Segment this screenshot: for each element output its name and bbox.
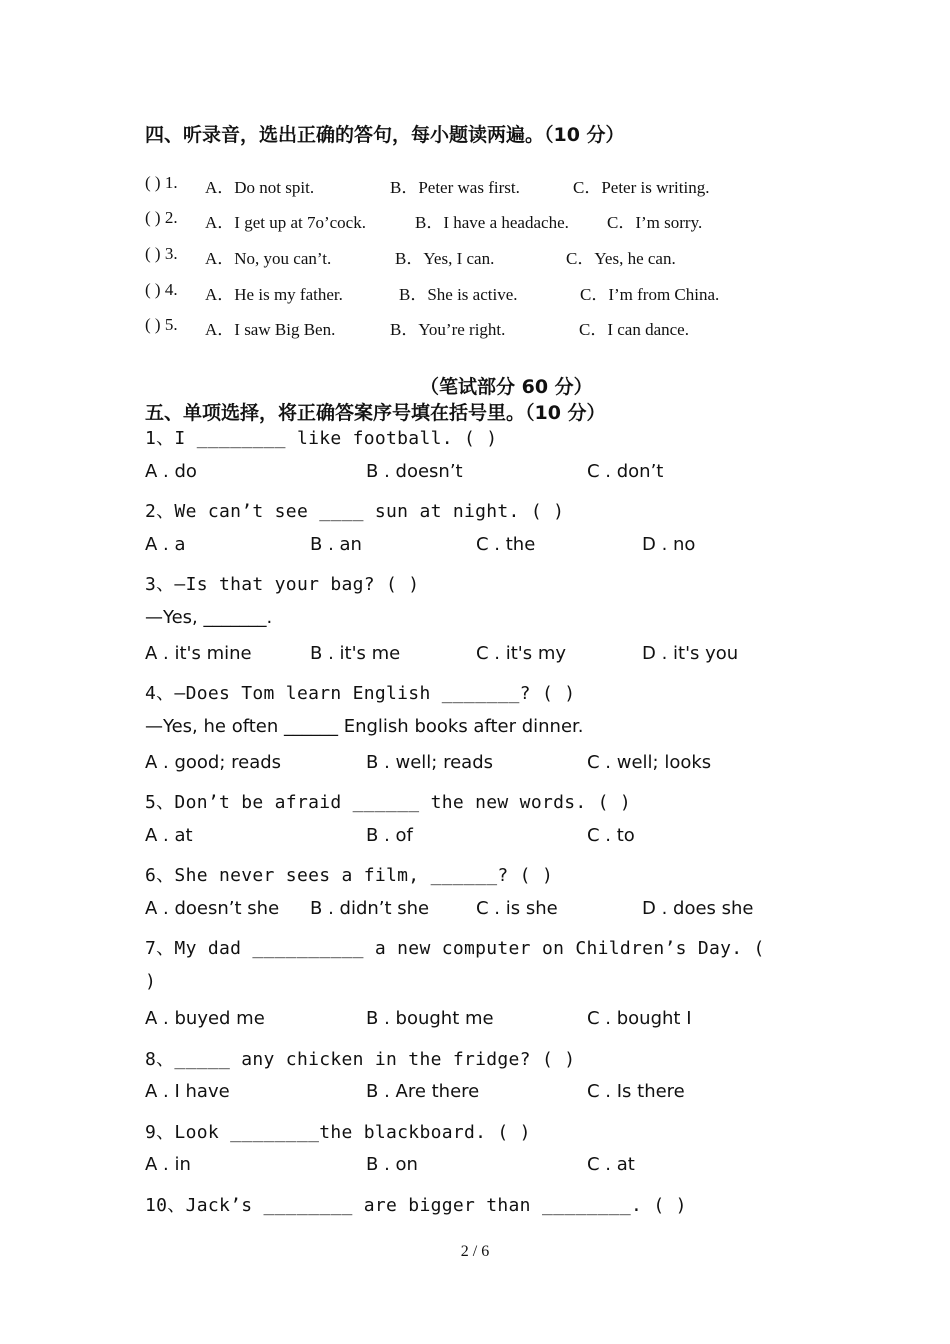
option-a: A . doesn’t she bbox=[145, 898, 280, 919]
page-number: 2 / 6 bbox=[460, 1243, 490, 1260]
option-b: B . bought me bbox=[366, 1008, 494, 1029]
option-d: D . it's you bbox=[642, 643, 739, 664]
option-c: C．I’m from China. bbox=[580, 285, 720, 304]
question-4: 4、—Does Tom learn English _______? ( ) bbox=[145, 683, 576, 704]
item-number: ( ) 5. bbox=[145, 315, 178, 334]
question-8-options bbox=[145, 1081, 845, 1105]
option-c: C . don’t bbox=[587, 461, 664, 482]
option-a: A . I have bbox=[145, 1081, 230, 1102]
option-b: B．Yes, I can. bbox=[395, 249, 495, 268]
option-c: C．Peter is writing. bbox=[573, 178, 710, 197]
item-number: ( ) 3. bbox=[145, 244, 178, 263]
question-8: 8、_____ any chicken in the fridge? ( ) bbox=[145, 1049, 576, 1070]
question-6: 6、She never sees a film, ______? ( ) bbox=[145, 865, 554, 886]
option-b: B . of bbox=[366, 825, 413, 846]
option-a: A . in bbox=[145, 1154, 191, 1175]
option-a: A．I get up at 7o’cock. bbox=[205, 213, 366, 232]
question-5: 5、Don’t be afraid ______ the new words. ( ) bbox=[145, 792, 632, 813]
question-9-options bbox=[145, 1154, 845, 1178]
option-b: B . it's me bbox=[310, 643, 401, 664]
option-b: B．I have a headache. bbox=[415, 213, 569, 232]
option-c: C . Is there bbox=[587, 1081, 685, 1102]
question-3-response: —Yes, _______. bbox=[145, 607, 273, 628]
option-a: A . at bbox=[145, 825, 193, 846]
option-c: C . the bbox=[476, 534, 536, 555]
option-b: B．Peter was first. bbox=[390, 178, 520, 197]
option-a: A . a bbox=[145, 534, 186, 555]
option-c: C．Yes, he can. bbox=[566, 249, 676, 268]
option-a: A . good; reads bbox=[145, 752, 282, 773]
option-b: B . well; reads bbox=[366, 752, 494, 773]
option-a: A . do bbox=[145, 461, 197, 482]
section-5-heading: 五、单项选择，将正确答案序号填在括号里。（10 分） bbox=[145, 402, 606, 424]
option-a: A．No, you can’t. bbox=[205, 249, 332, 268]
question-9: 9、Look ________the blackboard. ( ) bbox=[145, 1122, 531, 1143]
option-b: B . on bbox=[366, 1154, 418, 1175]
option-d: D . no bbox=[642, 534, 696, 555]
item-number: ( ) 1. bbox=[145, 173, 178, 192]
option-a: A．He is my father. bbox=[205, 285, 343, 304]
question-6-options bbox=[145, 898, 845, 922]
option-c: C . to bbox=[587, 825, 635, 846]
option-b: B . Are there bbox=[366, 1081, 480, 1102]
question-7-options bbox=[145, 1008, 845, 1032]
question-2: 2、We can’t see ____ sun at night. ( ) bbox=[145, 501, 565, 522]
question-1-options bbox=[145, 461, 845, 485]
option-b: B . an bbox=[310, 534, 362, 555]
option-c: C . at bbox=[587, 1154, 635, 1175]
option-b: B．She is active. bbox=[399, 285, 518, 304]
written-part-title: （笔试部分 60 分） bbox=[420, 376, 593, 398]
section-4-heading: 四、听录音，选出正确的答句，每小题读两遍。（10 分） bbox=[145, 124, 625, 146]
option-c: C . bought I bbox=[587, 1008, 692, 1029]
question-10: 10、Jack’s ________ are bigger than ________. ( ) bbox=[145, 1195, 687, 1216]
option-c: C．I can dance. bbox=[579, 320, 689, 339]
option-c: C . is she bbox=[476, 898, 558, 919]
question-7: 7、My dad __________ a new computer on Children’s Day. ( bbox=[145, 938, 765, 959]
option-b: B．You’re right. bbox=[390, 320, 506, 339]
option-d: D . does she bbox=[642, 898, 754, 919]
question-5-options bbox=[145, 825, 845, 849]
option-a: A．Do not spit. bbox=[205, 178, 315, 197]
option-c: C . well; looks bbox=[587, 752, 712, 773]
option-b: B . doesn’t bbox=[366, 461, 463, 482]
question-3-options bbox=[145, 643, 845, 667]
question-7-continuation: ) bbox=[145, 971, 157, 992]
question-4-options bbox=[145, 752, 845, 776]
option-a: A . it's mine bbox=[145, 643, 252, 664]
option-a: A . buyed me bbox=[145, 1008, 265, 1029]
option-c: C . it's my bbox=[476, 643, 567, 664]
question-3: 3、—Is that your bag? ( ) bbox=[145, 574, 420, 595]
item-number: ( ) 2. bbox=[145, 208, 178, 227]
item-number: ( ) 4. bbox=[145, 280, 178, 299]
question-4-response: —Yes, he often ______ English books after dinner. bbox=[145, 716, 584, 737]
option-b: B . didn’t she bbox=[310, 898, 430, 919]
option-c: C．I’m sorry. bbox=[607, 213, 703, 232]
option-a: A．I saw Big Ben. bbox=[205, 320, 336, 339]
question-1: 1、I ________ like football. ( ) bbox=[145, 428, 498, 449]
question-2-options bbox=[145, 534, 845, 558]
